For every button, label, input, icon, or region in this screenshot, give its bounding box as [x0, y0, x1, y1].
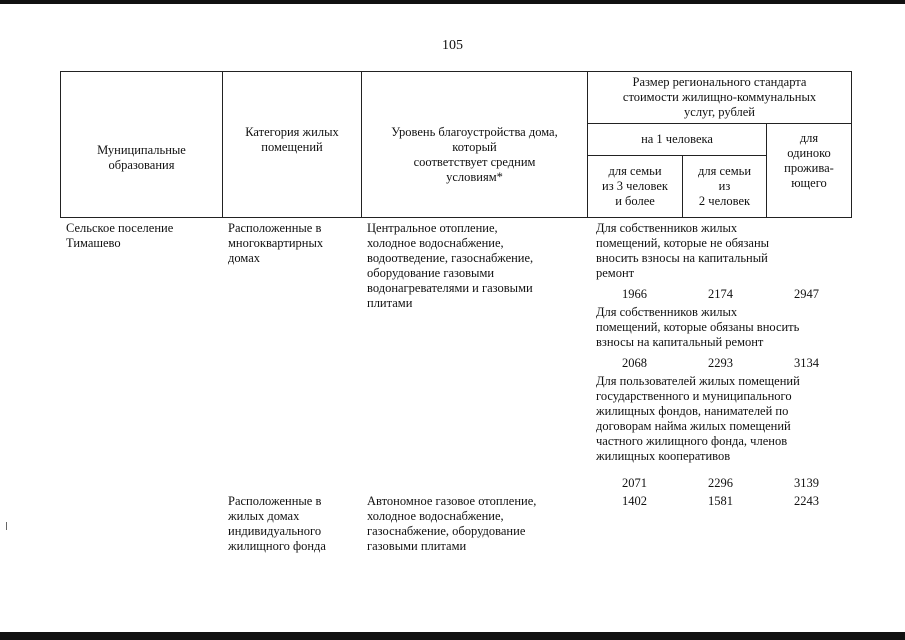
- value-tenants-family3: 2071: [622, 476, 647, 490]
- value-exempt-family2: 2174: [708, 287, 733, 301]
- amenity-central: Центральное отопление, холодное водоснабжение, водоотведение, газоснабжение, оборудование газовыми водонагревателями и газовыми плитами: [367, 221, 534, 310]
- value-individual-family3: 1402: [622, 494, 647, 508]
- category-individual-houses: Расположенные в жилых домах индивидуального жилищного фонда: [228, 494, 326, 553]
- header-municipalities: Муниципальные образования: [97, 142, 186, 172]
- bottom-border: [0, 632, 905, 640]
- header-per-person: на 1 человека: [641, 132, 713, 146]
- page-number: 105: [442, 38, 463, 53]
- category-apartment-buildings: Расположенные в многоквартирных домах: [228, 221, 324, 265]
- amenity-autonomous: Автономное газовое отопление, холодное водоснабжение, газоснабжение, оборудование газовыми плитами: [367, 494, 537, 553]
- value-individual-family2: 1581: [708, 494, 733, 508]
- header-family-3: для семьи из 3 человек и более: [602, 164, 668, 208]
- margin-mark: [6, 522, 7, 530]
- value-tenants-family2: 2296: [708, 476, 733, 490]
- value-paying-single: 3134: [794, 356, 819, 370]
- header-family-2: для семьи из 2 человек: [697, 164, 752, 208]
- top-border: [0, 0, 905, 4]
- value-individual-single: 2243: [794, 494, 819, 508]
- header-standard-size: Размер регионального стандарта стоимости жилищно-коммунальных услуг, рублей: [622, 75, 817, 119]
- header-amenity-level: Уровень благоустройства дома, который соответствует средним условиям*: [391, 124, 558, 184]
- group-tenants: Для пользователей жилых помещений государственного и муниципального жилищных фондов, нанимателей по договорам найма жилых помещений частного жилищного фонда, членов жилищных кооперативов: [596, 374, 800, 463]
- header-category: Категория жилых помещений: [245, 124, 339, 154]
- v-line-6: [851, 71, 852, 218]
- header-bottom-line: [60, 217, 852, 218]
- group-owners-paying: Для собственников жилых помещений, которые обязаны вносить взносы на капитальный ремонт: [596, 305, 800, 349]
- value-paying-family3: 2068: [622, 356, 647, 370]
- group-owners-exempt: Для собственников жилых помещений, которые не обязаны вносить взносы на капитальный ремонт: [596, 221, 770, 280]
- header-single-resident: для одиноко прожива- ющего: [784, 131, 834, 190]
- value-paying-family2: 2293: [708, 356, 733, 370]
- value-exempt-single: 2947: [794, 287, 819, 301]
- value-exempt-family3: 1966: [622, 287, 647, 301]
- municipality-name: Сельское поселение Тимашево: [66, 221, 174, 250]
- value-tenants-single: 3139: [794, 476, 819, 490]
